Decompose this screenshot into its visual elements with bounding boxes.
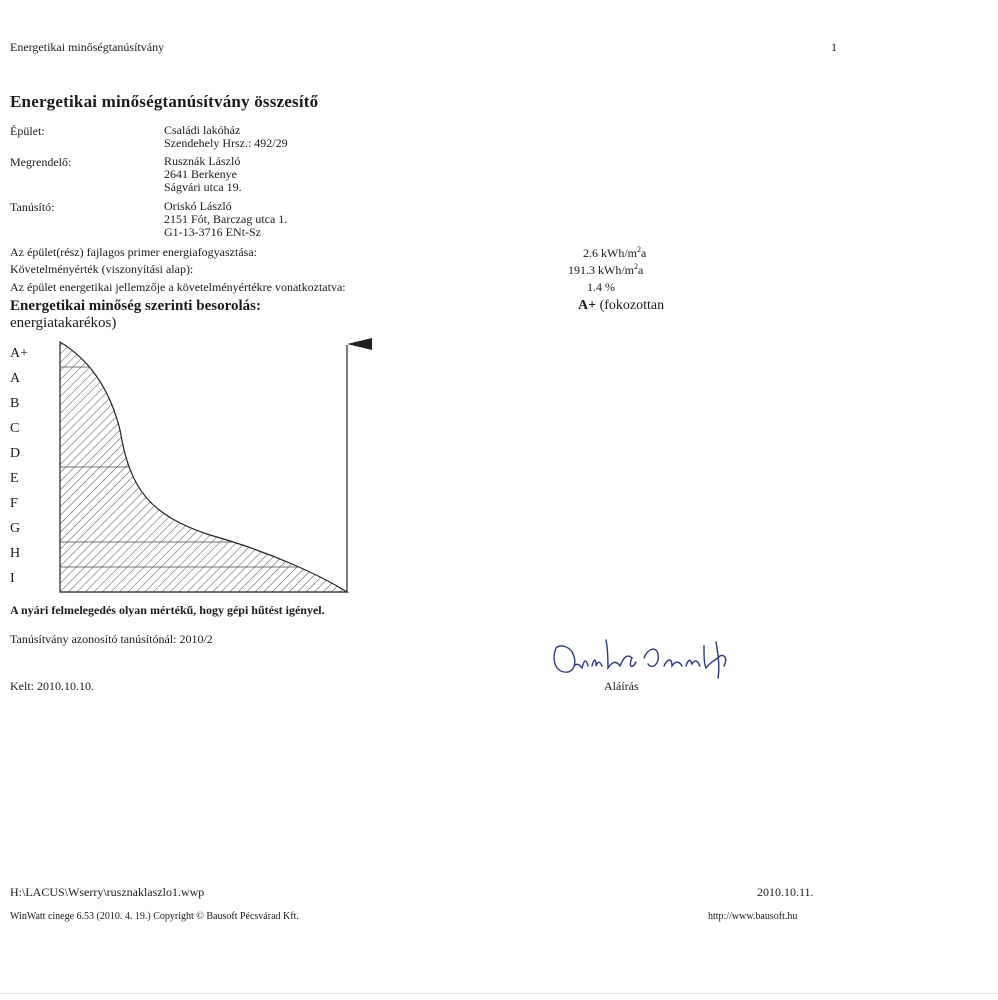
class-letter-b: B	[10, 396, 20, 411]
rating-heading: Energetikai minőség szerinti besorolás:	[10, 298, 261, 314]
client-details	[164, 155, 242, 194]
energy-class-diagram	[50, 330, 380, 596]
metric-value-requirement: 191.3 kWh/$m^2a$	[568, 262, 644, 277]
class-letter-f: F	[10, 496, 18, 511]
client-street: Ságvári utca 19.	[164, 180, 242, 194]
signature-label: Aláírás	[604, 679, 639, 693]
metric-value-primary-energy: 2.6 kWh/$m^2a$	[583, 245, 647, 260]
client-name: Rusznák László	[164, 154, 241, 168]
class-letter-g: G	[10, 521, 21, 536]
certifier-registration: G1-13-3716 ENt-Sz	[164, 225, 261, 239]
rating-flag-icon	[347, 338, 372, 350]
rating-grade: A+	[578, 298, 597, 313]
building-details	[164, 124, 288, 150]
class-letter-c: C	[10, 421, 20, 436]
metric-label-requirement: Követelményérték (viszonyítási alap):	[10, 262, 194, 276]
handwritten-signature	[548, 636, 738, 686]
page-number: 1	[831, 40, 837, 54]
building-location: Szendehely Hrsz.: 492/29	[164, 136, 288, 150]
client-label: Megrendelő:	[10, 155, 72, 169]
metric-label-primary-energy: Az épület(rész) fajlagos primer energiafogyasztása:	[10, 245, 257, 259]
class-letter-d: D	[10, 446, 21, 461]
software-copyright: WinWatt cinege 6.53 (2010. 4. 19.) Copyright © Bausoft Pécsvárad Kft.	[10, 911, 299, 922]
running-header-title: Energetikai minőségtanúsítvány	[10, 40, 165, 54]
rating-result	[578, 298, 664, 314]
certifier-name: Oriskó László	[164, 199, 232, 213]
certifier-details	[164, 200, 287, 239]
certifier-address: 2151 Fót, Barczag utca 1.	[164, 212, 288, 226]
file-path: H:\LACUS\Wserry\rusznaklaszlo1.wwp	[10, 885, 205, 899]
building-label: Épület:	[10, 124, 45, 138]
metric-value-ratio: 1.4 %	[587, 280, 615, 294]
rating-heading-cont: energiatakarékos)	[10, 315, 117, 331]
vendor-url: http://www.bausoft.hu	[708, 911, 798, 922]
scan-edge-divider	[0, 993, 998, 994]
document-title: Energetikai minőségtanúsítvány összesítő	[10, 92, 319, 111]
building-type: Családi lakóház	[164, 123, 241, 137]
class-letter-a-plus: A+	[10, 346, 29, 361]
class-letter-e: E	[10, 471, 19, 486]
certifier-label: Tanúsító:	[10, 200, 55, 214]
certificate-id: Tanúsítvány azonosító tanúsítónál: 2010/2	[10, 632, 213, 646]
class-letter-a: A	[10, 371, 21, 386]
metric-label-ratio: Az épület energetikai jellemzője a követelményértékre vonatkoztatva:	[10, 280, 346, 294]
rating-grade-desc: (fokozottan	[599, 298, 665, 313]
client-city: 2641 Berkenye	[164, 167, 237, 181]
summer-overheating-note: A nyári felmelegedés olyan mértékű, hogy gépi hűtést igényel.	[10, 603, 325, 617]
class-letter-i: I	[10, 571, 15, 586]
print-date: 2010.10.11.	[757, 885, 814, 899]
issue-date: Kelt: 2010.10.10.	[10, 679, 94, 693]
class-letter-h: H	[10, 546, 21, 561]
